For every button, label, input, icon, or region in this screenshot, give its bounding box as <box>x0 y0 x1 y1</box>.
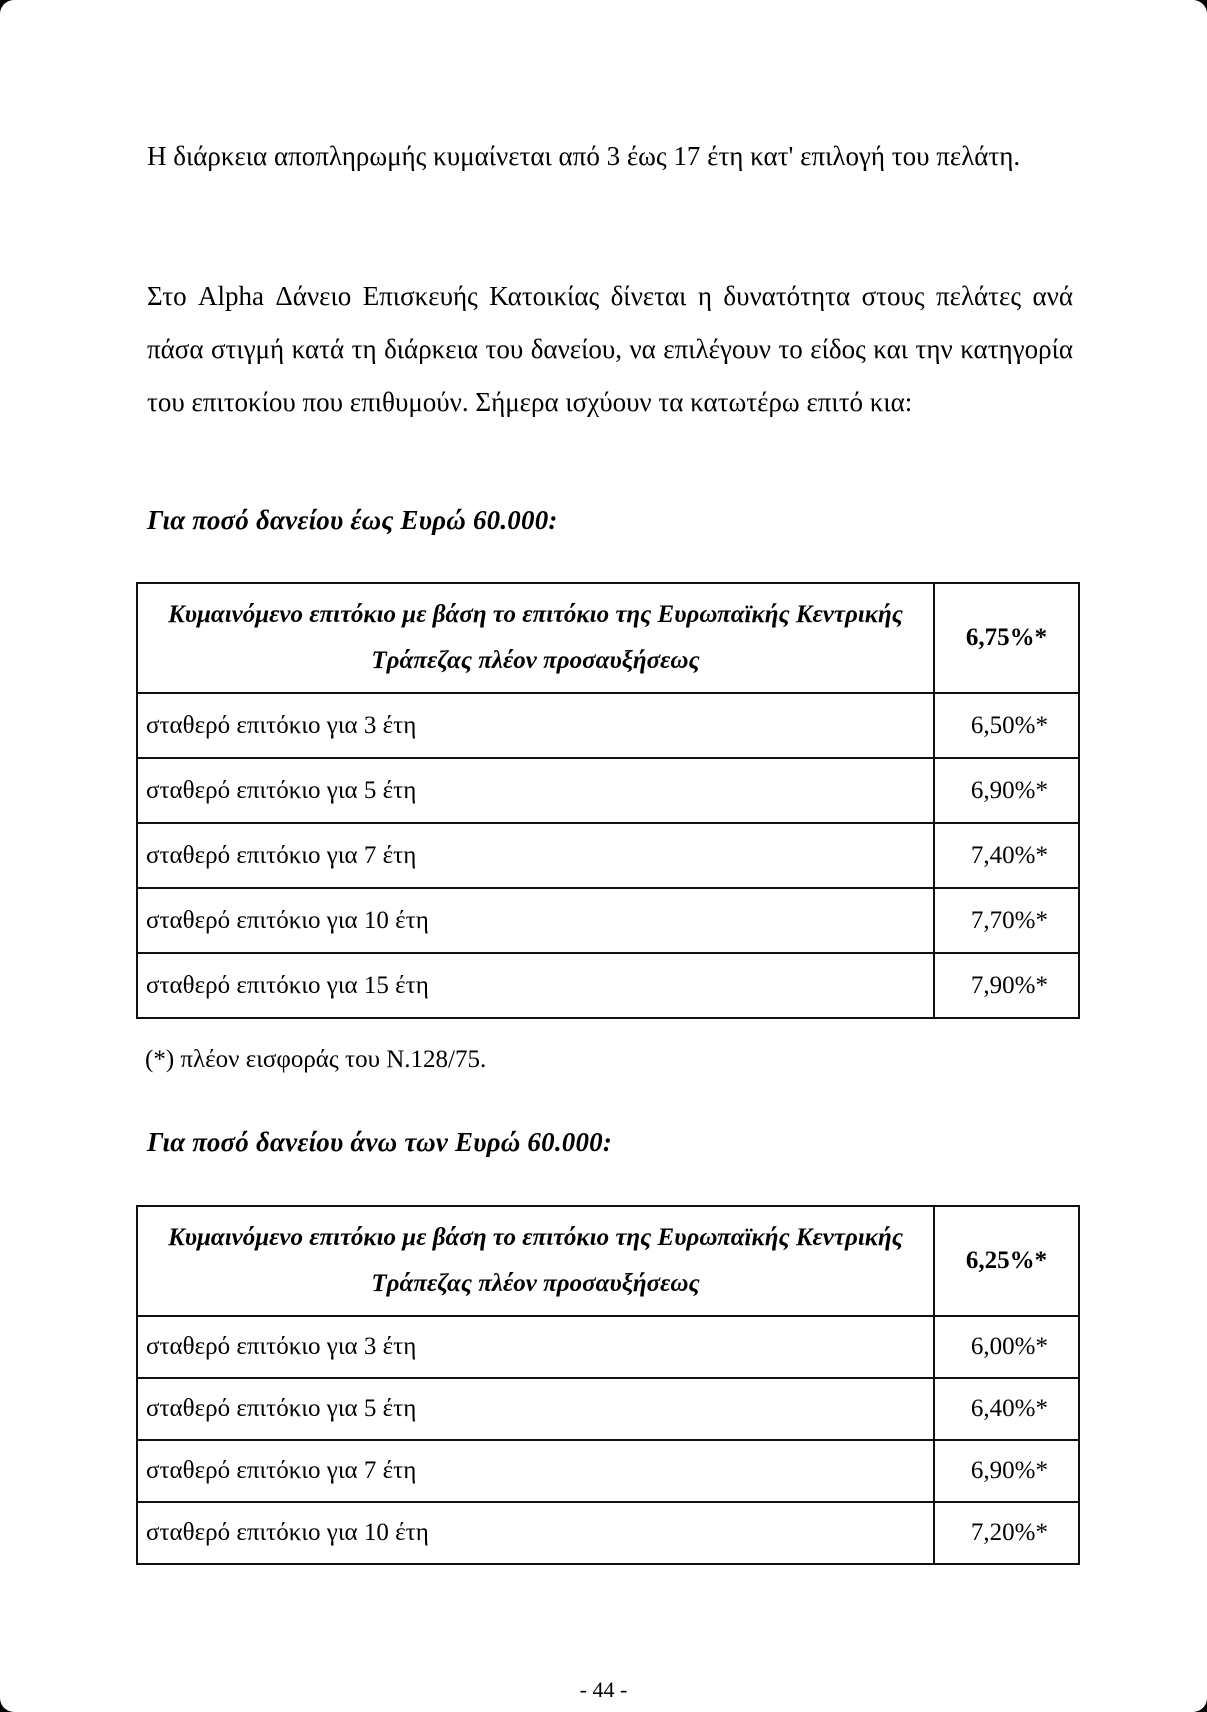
rate-label: σταθερό επιτόκιο για 15 έτη <box>137 953 934 1018</box>
rate-label: σταθερό επιτόκιο για 7 έτη <box>137 1440 934 1502</box>
rate-value: 6,00%* <box>934 1316 1079 1378</box>
table-row <box>137 1316 1079 1378</box>
rate-label: σταθερό επιτόκιο για 10 έτη <box>137 1502 934 1564</box>
table-row <box>137 1502 1079 1564</box>
rate-label: σταθερό επιτόκιο για 5 έτη <box>137 1378 934 1440</box>
paragraph-repayment-duration: Η διάρκεια αποπληρωμής κυμαίνεται από 3 έως 17 έτη κατ' επιλογή του πελάτη. <box>147 141 1021 171</box>
rate-value: 6,50%* <box>934 693 1079 758</box>
rate-label: σταθερό επιτόκιο για 3 έτη <box>137 1316 934 1378</box>
rate-value: 6,40%* <box>934 1378 1079 1440</box>
table-header-row <box>137 583 1079 693</box>
floating-rate-label: Κυμαινόμενο επιτόκιο με βάση το επιτόκιο της Ευρωπαϊκής Κεντρικής Τράπεζας πλέον προσαυξήσεως <box>137 1206 934 1316</box>
paragraph-loan-description: Στο Alpha Δάνειο Επισκευής Κατοικίας δίνεται η δυνατότητα στους πελάτες ανά πάσα στιγμή κατά τη διάρκεια του δανείου, να επιλέγουν το είδος και την κατηγορία του επιτοκίου που επιθυμούν. Σήμερα ισχύουν τα κατωτέρω επιτό κια: <box>147 281 1073 417</box>
rates-table-up-to-60000 <box>136 582 1080 1019</box>
table-row <box>137 888 1079 953</box>
table-row <box>137 1440 1079 1502</box>
footnote: (*) πλέον εισφοράς του Ν.128/75. <box>145 1046 487 1073</box>
table-header-row <box>137 1206 1079 1316</box>
rate-label: σταθερό επιτόκιο για 7 έτη <box>137 823 934 888</box>
rates-table-over-60000 <box>136 1205 1080 1565</box>
table-row <box>137 953 1079 1018</box>
rate-label: σταθερό επιτόκιο για 3 έτη <box>137 693 934 758</box>
rate-label: σταθερό επιτόκιο για 5 έτη <box>137 758 934 823</box>
table-row <box>137 1378 1079 1440</box>
floating-rate-label: Κυμαινόμενο επιτόκιο με βάση το επιτόκιο της Ευρωπαϊκής Κεντρικής Τράπεζας πλέον προσαυξήσεως <box>137 583 934 693</box>
rate-value: 7,70%* <box>934 888 1079 953</box>
floating-rate-value: 6,75%* <box>934 583 1079 693</box>
rate-label: σταθερό επιτόκιο για 10 έτη <box>137 888 934 953</box>
table-row <box>137 758 1079 823</box>
table-row <box>137 693 1079 758</box>
section-heading-up-to-60000: Για ποσό δανείου έως Ευρώ 60.000: <box>147 505 558 535</box>
floating-rate-value: 6,25%* <box>934 1206 1079 1316</box>
section-heading-over-60000: Για ποσό δανείου άνω των Ευρώ 60.000: <box>147 1127 613 1157</box>
rate-value: 6,90%* <box>934 758 1079 823</box>
rate-value: 7,40%* <box>934 823 1079 888</box>
rate-value: 6,90%* <box>934 1440 1079 1502</box>
rate-value: 7,20%* <box>934 1502 1079 1564</box>
page-number: - 44 - <box>579 1677 628 1702</box>
table-row <box>137 823 1079 888</box>
rate-value: 7,90%* <box>934 953 1079 1018</box>
